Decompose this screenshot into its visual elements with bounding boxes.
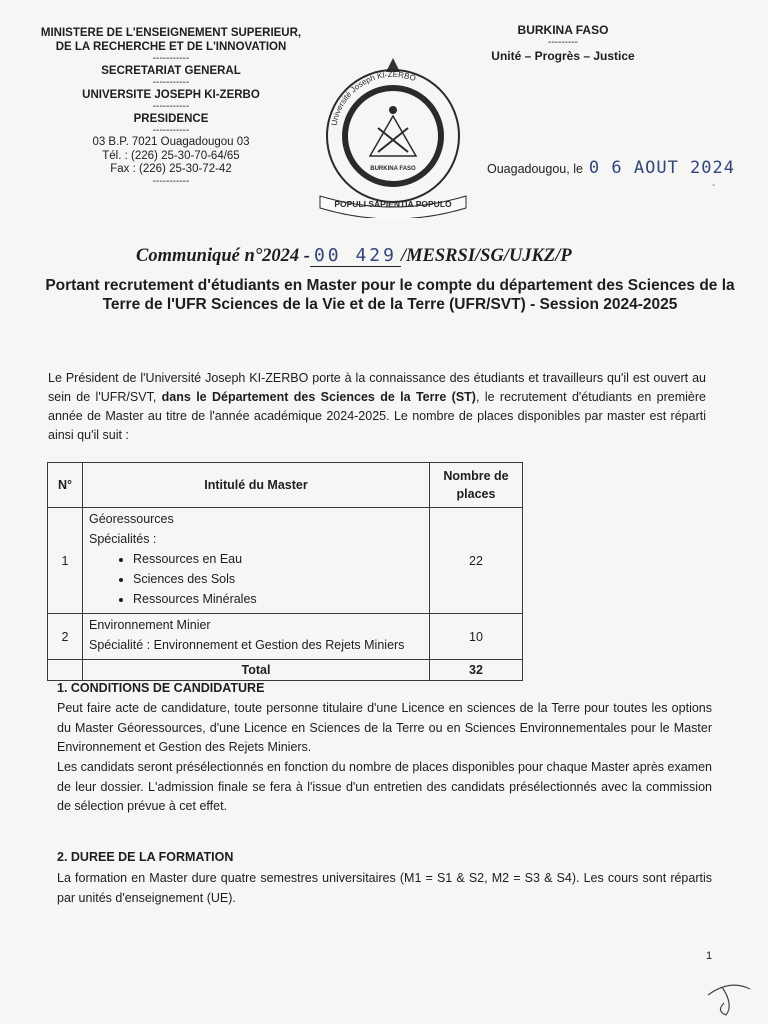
total-label: Total [83, 660, 430, 681]
intro-paragraph [48, 369, 706, 445]
total-empty-cell [48, 660, 83, 681]
row-number: 2 [48, 614, 83, 660]
country-header [478, 22, 648, 64]
header-places-text: Nombre de places [443, 469, 509, 501]
header-places [430, 463, 523, 508]
intro-department: dans le Département des Sciences de la Terre (ST) [161, 390, 476, 404]
communique-prefix: Communiqué n°2024 - [136, 246, 310, 266]
ministry-name: MINISTERE DE L'ENSEIGNEMENT SUPERIEUR, DE LA RECHERCHE ET DE L'INNOVATION [40, 27, 302, 53]
page-number: 1 [706, 950, 713, 962]
table-header-row [48, 463, 523, 508]
postal-address: 03 B.P. 7021 Ouagadougou 03 [92, 136, 250, 148]
university-name: UNIVERSITE JOSEPH KI-ZERBO [82, 89, 260, 101]
pen-mark: - [712, 180, 716, 191]
conditions-paragraph-1: Peut faire acte de candidature, toute personne titulaire d'une Licence en sciences de la Terre pour toutes les options du Master Géoressources, d'une Licence en Sciences de la Terre ou en Sciences Environnementales pour le Master Environnement et Gestion des Rejets Miniers. [57, 701, 712, 754]
table-row [48, 614, 523, 660]
masters-table [47, 462, 523, 681]
master-name: Environnement Minier [89, 618, 211, 632]
national-motto: Unité – Progrès – Justice [491, 49, 635, 63]
date-prefix: Ouagadougou, le [487, 162, 583, 176]
row-places: 10 [430, 614, 523, 660]
row-places: 22 [430, 508, 523, 614]
presidence-label: PRESIDENCE [133, 113, 209, 125]
header-no: N° [48, 463, 83, 508]
section-heading-duration: 2. DUREE DE LA FORMATION [57, 850, 234, 864]
specialty-list [89, 549, 423, 609]
row-title-cell [83, 508, 430, 614]
secretariat-name: SECRETARIAT GENERAL [101, 65, 241, 77]
separator: ----------- [152, 101, 190, 112]
separator: ----------- [152, 125, 190, 136]
country-name: BURKINA FASO [517, 23, 609, 37]
specialty-label: Spécialité : Environnement et Gestion des Rejets Miniers [89, 637, 405, 652]
date-line [487, 158, 735, 178]
seal-top-text: Université Joseph KI-ZERBO [329, 69, 418, 127]
conditions-paragraph-2: Les candidats seront présélectionnés en fonction du nombre de places disponibles pour chaque Master après examen de leur dossier. L'admission finale se fera à l'issue d'un entretien des candidats présélectionnés avec la commission de sélection prévue à cet effet. [57, 760, 712, 813]
row-number: 1 [48, 508, 83, 614]
list-item: • Sciences des Sols [133, 569, 423, 589]
section-heading-conditions: 1. CONDITIONS DE CANDIDATURE [57, 681, 265, 695]
list-item: • Ressources Minérales [133, 589, 423, 609]
separator: ----------- [152, 175, 190, 187]
table-row [48, 508, 523, 614]
communique-reference [136, 245, 572, 267]
master-name: Géoressources [89, 512, 174, 526]
separator: ----------- [152, 53, 190, 64]
separator: --------- [548, 37, 578, 48]
communique-subject: Portant recrutement d'étudiants en Master pour le compte du département des Sciences de la Terre de l'UFR Sciences de la Vie et de la Terre (UFR/SVT) - Session 2024-2025 [45, 277, 735, 313]
seal-motto-text: POPULI SAPIENTIA POPULO [334, 199, 452, 209]
svg-text:Université Joseph KI-ZERBO [330, 70, 417, 126]
university-seal-icon [308, 46, 478, 218]
communique-suffix: /MESRSI/SG/UJKZ/P [400, 246, 572, 266]
communique-number: 00 429 [310, 245, 401, 267]
table-total-row [48, 660, 523, 681]
seal-center-text: BURKINA FASO [370, 166, 416, 172]
signature-mark-icon [700, 975, 760, 1020]
ministry-header [40, 26, 302, 187]
separator: ----------- [152, 77, 190, 88]
specialty-label: Spécialités : [89, 531, 157, 546]
fax: Fax : (226) 25-30-72-42 [110, 163, 232, 175]
total-value: 32 [430, 660, 523, 681]
duration-paragraph: La formation en Master dure quatre semestres universitaires (M1 = S1 & S2, M2 = S3 & S4). Les cours sont répartis par unités d'enseignement (UE). [57, 871, 712, 905]
intro-text: , le recrutement d'étudiants en première année de Master au titre de l'année académique 2024-2025. Le nombre de places disponibles par master est réparti ainsi qu'il suit : [48, 390, 706, 442]
row-title-cell [83, 614, 430, 660]
date-stamp: 0 6 AOUT 2024 [588, 158, 735, 178]
list-item: • Ressources en Eau [133, 549, 423, 569]
telephone: Tél. : (226) 25-30-70-64/65 [102, 149, 240, 162]
header-title: Intitulé du Master [83, 463, 430, 508]
intro-text: Le Président de l'Université Joseph KI-ZERBO porte à la connaissance des étudiants et travailleurs qu'il est ouvert au sein de l'UFR/SVT, [48, 371, 706, 404]
